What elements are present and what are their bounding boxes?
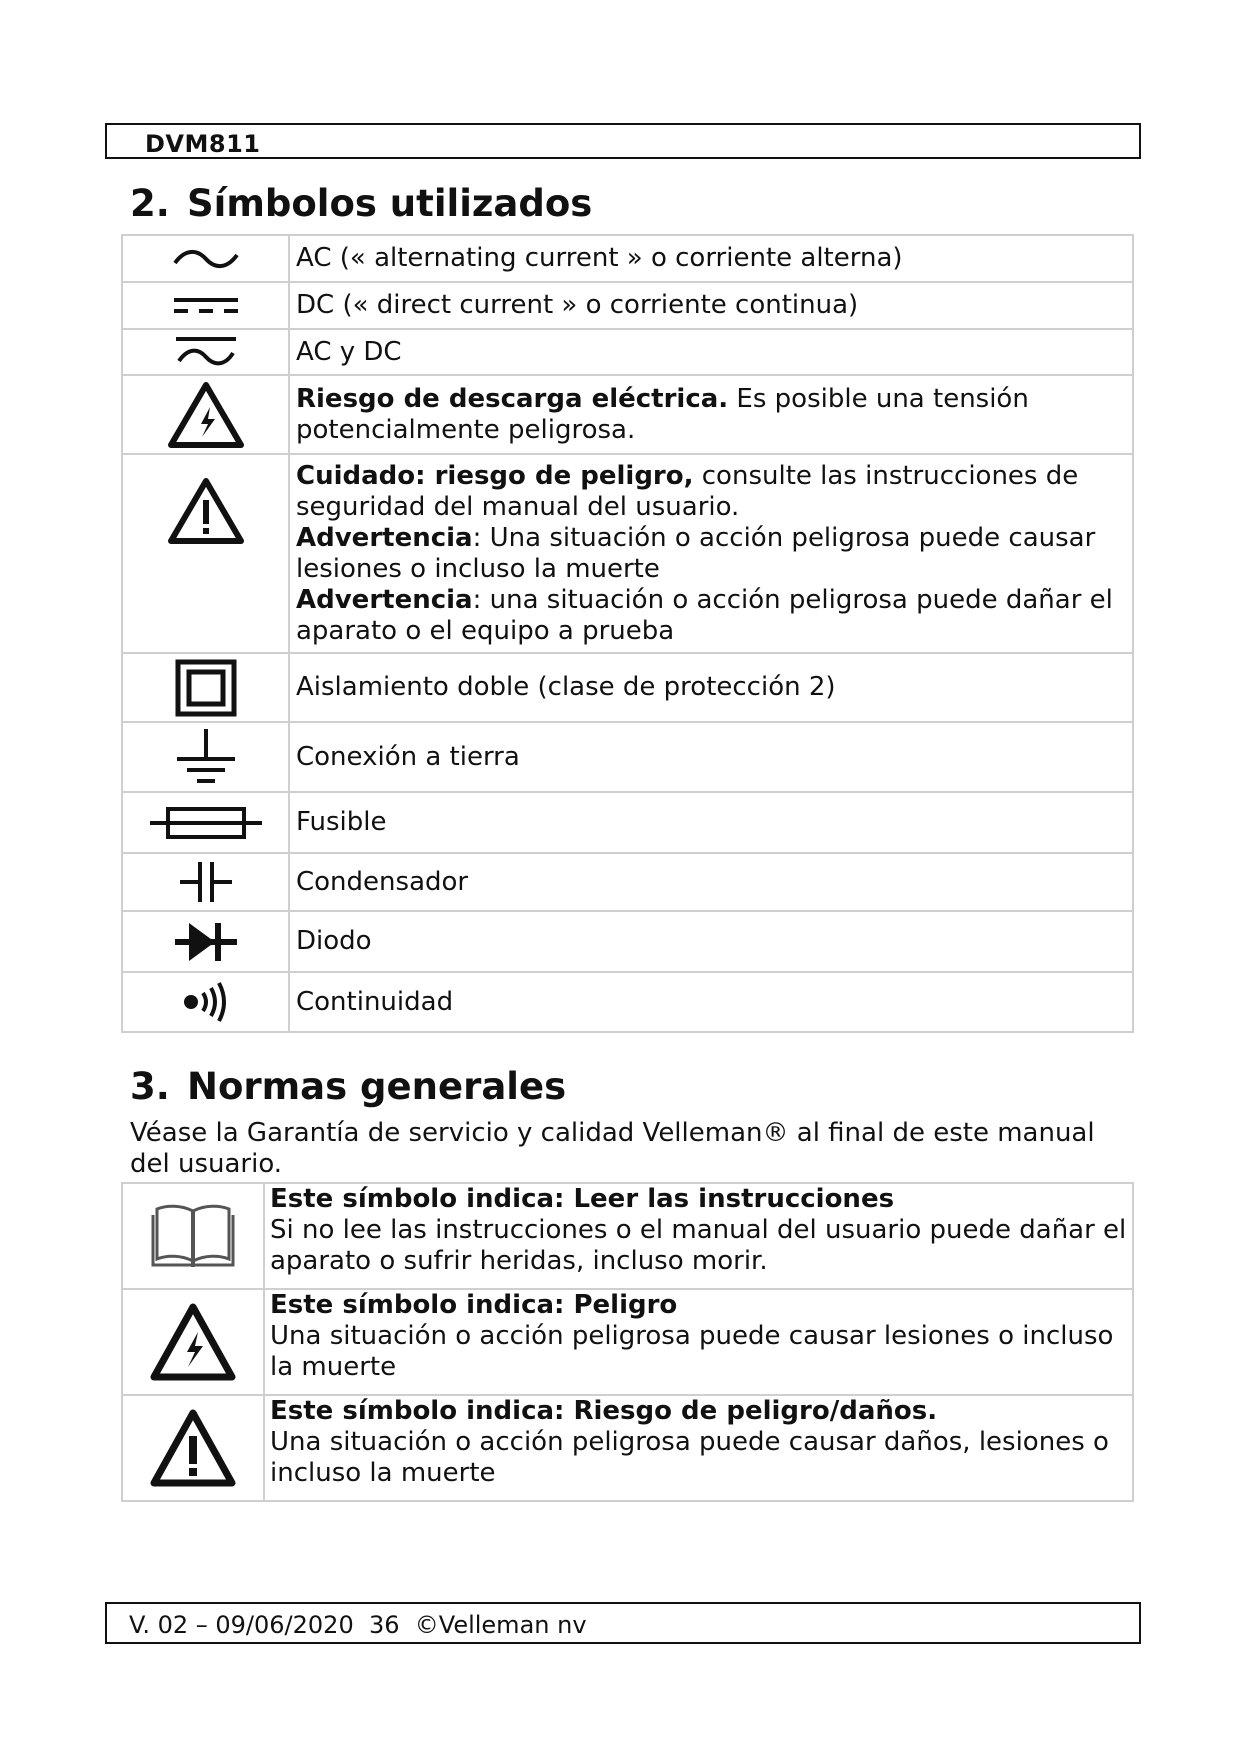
warning-description: : Una situación o acción peligrosa puede causar lesiones o incluso la muerte [296,522,1096,584]
table-row [122,1395,1133,1501]
warning-description: : una situación o acción peligrosa puede dañar el aparato o el equipo a prueba [296,584,1113,646]
rule-title: Este símbolo indica: Leer las instrucciones [270,1184,895,1214]
table-row [122,235,1133,282]
symbol-description: Conexión a tierra [289,722,1133,792]
table-row [122,329,1133,375]
symbol-description: Es posible una tensión potencialmente peligrosa. [296,383,1029,445]
diode-icon [173,920,239,964]
caution-title: Cuidado: riesgo de peligro, [296,460,694,491]
table-row [122,1289,1133,1395]
read-manual-icon [151,1201,235,1271]
ac-sine-icon [171,247,241,271]
fuse-icon [148,804,264,842]
ground-icon [174,727,238,787]
continuity-icon [181,980,231,1024]
table-row [122,911,1133,972]
rule-description: Una situación o acción peligrosa puede causar lesiones o incluso la muerte [270,1321,1114,1382]
table-row [122,282,1133,329]
caution-description: consulte las instrucciones de seguridad del manual del usuario. [296,460,1079,522]
rule-title: Este símbolo indica: Riesgo de peligro/daños. [270,1396,938,1426]
double-insulation-icon [175,659,237,717]
warning-title: Advertencia [296,522,473,553]
symbol-description: Condensador [289,853,1133,911]
footer-text: V. 02 – 09/06/2020 36 ©Velleman nv [129,1611,587,1639]
capacitor-icon [178,860,234,904]
rule-title: Este símbolo indica: Peligro [270,1290,678,1320]
page-header [105,123,1141,159]
table-row [122,454,1133,653]
general-rules-table [121,1182,1134,1502]
caution-warning-icon [168,477,244,545]
rule-description: Una situación o acción peligrosa puede causar daños, lesiones o incluso la muerte [270,1427,1109,1488]
hazard-warning-icon [150,1408,236,1488]
symbol-title: Riesgo de descarga eléctrica. [296,383,729,414]
table-row [122,722,1133,792]
symbol-description: Continuidad [289,972,1133,1032]
ac-dc-icon [173,335,239,369]
dc-icon [171,294,241,318]
section-title-general: 3. Normas generales [130,1065,567,1108]
table-row [122,375,1133,454]
table-row [122,853,1133,911]
table-row [122,653,1133,722]
symbol-description: Fusible [289,792,1133,853]
table-row [122,1183,1133,1289]
symbol-description: Aislamiento doble (clase de protección 2) [289,653,1133,722]
symbol-description: AC y DC [289,329,1133,375]
danger-shock-icon [150,1302,236,1382]
section-title-symbols: 2. Símbolos utilizados [130,182,593,225]
shock-warning-icon [168,381,244,449]
symbol-description: Diodo [289,911,1133,972]
table-row [122,972,1133,1032]
rule-description: Si no lee las instrucciones o el manual del usuario puede dañar el aparato o sufrir heridas, incluso morir. [270,1215,1127,1276]
symbol-description: AC (« alternating current » o corriente alterna) [289,235,1133,282]
warning-title: Advertencia [296,584,473,615]
intro-text: Véase la Garantía de servicio y calidad Velleman® al final de este manual del usuario. [130,1118,1095,1179]
page-footer [105,1602,1141,1644]
table-row [122,792,1133,853]
model-name: DVM811 [145,130,261,158]
symbol-description: DC (« direct current » o corriente continua) [289,282,1133,329]
symbols-table [121,234,1134,1033]
